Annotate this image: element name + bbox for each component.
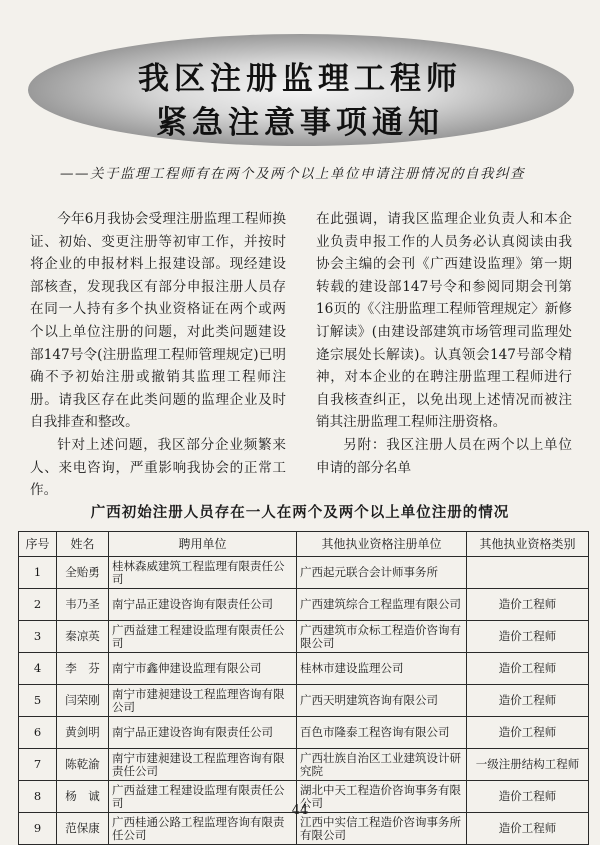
other-registration-unit: 广西建筑综合工程监理有限公司 — [297, 589, 467, 621]
row-number: 6 — [19, 717, 57, 749]
table-row — [19, 717, 589, 749]
column-header: 姓名 — [57, 532, 109, 557]
body-column-left — [30, 208, 286, 502]
employer: 广西桂通公路工程监理咨询有限责任公司 — [109, 813, 297, 845]
paragraph: 今年6月我协会受理注册监理工程师换证、初始、变更注册等初审工作，并按时将企业的申报材料上报建设部。现经建设部核查，发现我区有部分申报注册人员存在同一人持有多个执业资格证在两个或两个以上单位注册的问题，对此类问题建设部147号令(注册监理工程师管理规定)已明确不予初始注册或撤销其监理工程师注册。请我区存在此类问题的监理企业及时自我排查和整改。 — [30, 211, 286, 431]
table-row — [19, 653, 589, 685]
qualification-type: 造价工程师 — [467, 717, 589, 749]
qualification-type — [467, 557, 589, 589]
table-row — [19, 589, 589, 621]
employer: 广西益建工程建设监理有限责任公司 — [109, 621, 297, 653]
column-header: 聘用单位 — [109, 532, 297, 557]
qualification-type: 造价工程师 — [467, 685, 589, 717]
row-number: 9 — [19, 813, 57, 845]
paragraph: 另附：我区注册人员在两个以上单位申请的部分名单 — [316, 436, 572, 476]
table-title: 广西初始注册人员存在一人在两个及两个以上单位注册的情况 — [90, 505, 510, 521]
row-number: 4 — [19, 653, 57, 685]
employer: 南宁市鑫伸建设监理有限公司 — [109, 653, 297, 685]
other-registration-unit: 湖北中天工程造价咨询事务有限公司 — [297, 781, 467, 813]
qualification-type: 造价工程师 — [467, 589, 589, 621]
row-number: 8 — [19, 781, 57, 813]
table-row — [19, 557, 589, 589]
column-header: 序号 — [19, 532, 57, 557]
qualification-type: 一级注册结构工程师 — [467, 749, 589, 781]
person-name: 陈乾渝 — [57, 749, 109, 781]
row-number: 7 — [19, 749, 57, 781]
other-registration-unit: 广西起元联合会计师事务所 — [297, 557, 467, 589]
qualification-type: 造价工程师 — [467, 621, 589, 653]
row-number: 3 — [19, 621, 57, 653]
subtitle: ——关于监理工程师有在两个及两个以上单位申请注册情况的自我纠查 — [60, 166, 525, 182]
person-name: 秦凉英 — [57, 621, 109, 653]
person-name: 黄剑明 — [57, 717, 109, 749]
qualification-type: 造价工程师 — [467, 653, 589, 685]
other-registration-unit: 桂林市建设监理公司 — [297, 653, 467, 685]
other-registration-unit: 江西中实信工程造价咨询事务所有限公司 — [297, 813, 467, 845]
person-name: 韦乃圣 — [57, 589, 109, 621]
table-row — [19, 685, 589, 717]
person-name: 闫荣刚 — [57, 685, 109, 717]
employer: 桂林森威建筑工程监理有限责任公司 — [109, 557, 297, 589]
employer: 南宁品正建设咨询有限责任公司 — [109, 717, 297, 749]
other-registration-unit: 百色市隆泰工程咨询有限公司 — [297, 717, 467, 749]
person-name: 范保康 — [57, 813, 109, 845]
column-header: 其他执业资格注册单位 — [297, 532, 467, 557]
registration-table — [18, 531, 589, 845]
person-name: 李 芬 — [57, 653, 109, 685]
table-row — [19, 749, 589, 781]
page-title-line2: 紧急注意事项通知 — [156, 105, 444, 141]
paragraph: 在此强调，请我区监理企业负责人和本企业负责申报工作的人员务必认真阅读由我协会主编的会刊《广西建设监理》第一期转载的建设部147号令和参阅同期会刊第16页的《〈注册监理工程师管理规定〉新修订解读》(由建设部建筑市场管理司监理处逄宗展处长解读)。认真领会147号部令精神，对本企业的在聘注册监理工程师进行自我核查纠正，以免出现上述情况而被注销其注册监理工程师注册资格。 — [316, 211, 572, 431]
row-number: 5 — [19, 685, 57, 717]
page-number: 44 — [291, 803, 309, 818]
employer: 南宁市建昶建设工程监理咨询有限公司 — [109, 685, 297, 717]
other-registration-unit: 广西建筑市众标工程造价咨询有限公司 — [297, 621, 467, 653]
person-name: 杨 诚 — [57, 781, 109, 813]
table-header-row — [19, 532, 589, 557]
employer: 南宁市建昶建设工程监理咨询有限责任公司 — [109, 749, 297, 781]
body-column-right — [316, 208, 572, 479]
qualification-type: 造价工程师 — [467, 781, 589, 813]
column-header: 其他执业资格类别 — [467, 532, 589, 557]
paragraph: 针对上述问题，我区部分企业频繁来人、来电咨询，严重影响我协会的正常工作。 — [30, 436, 286, 499]
row-number: 1 — [19, 557, 57, 589]
other-registration-unit: 广西壮族自治区工业建筑设计研究院 — [297, 749, 467, 781]
employer: 南宁品正建设咨询有限责任公司 — [109, 589, 297, 621]
page-title: 我区注册监理工程师 — [138, 61, 462, 97]
employer: 广西益建工程建设监理有限责任公司 — [109, 781, 297, 813]
other-registration-unit: 广西天明建筑咨询有限公司 — [297, 685, 467, 717]
table-row — [19, 621, 589, 653]
person-name: 全贻勇 — [57, 557, 109, 589]
qualification-type: 造价工程师 — [467, 813, 589, 845]
row-number: 2 — [19, 589, 57, 621]
